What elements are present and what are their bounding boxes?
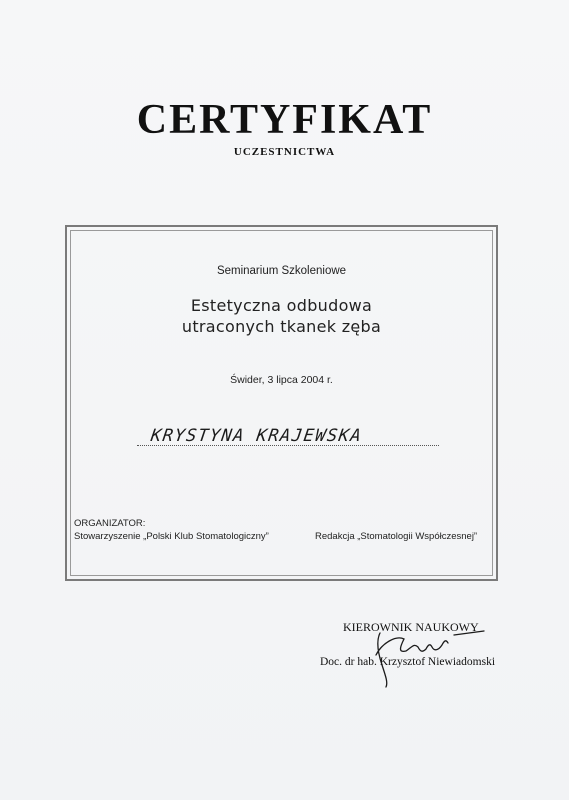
certificate-title: CERTYFIKAT (136, 97, 433, 143)
participant-name: KRYSTYNA KRAJEWSKA (149, 426, 364, 446)
seminar-topic (71, 295, 492, 337)
certificate-frame (65, 225, 498, 581)
seminar-date: Świder, 3 lipca 2004 r. (230, 374, 333, 386)
director-title: KIEROWNIK NAUKOWY (343, 620, 479, 634)
topic-line-2: utraconych tkanek zęba (181, 317, 382, 336)
frame-inner-border (70, 230, 493, 576)
organizer-2: Redakcja „Stomatologii Współczesnej” (315, 531, 478, 542)
organizer-1: Stowarzyszenie „Polski Klub Stomatologiczny” (74, 531, 269, 542)
topic-line-1: Estetyczna odbudowa (190, 296, 373, 315)
seminar-type: Seminarium Szkoleniowe (216, 265, 347, 277)
organizer-label: ORGANIZATOR: (74, 518, 146, 529)
certificate-subtitle: UCZESTNICTWA (233, 146, 336, 158)
director-name: Doc. dr hab. Krzysztof Niewiadomski (320, 656, 496, 668)
handwritten-signature (372, 625, 492, 690)
